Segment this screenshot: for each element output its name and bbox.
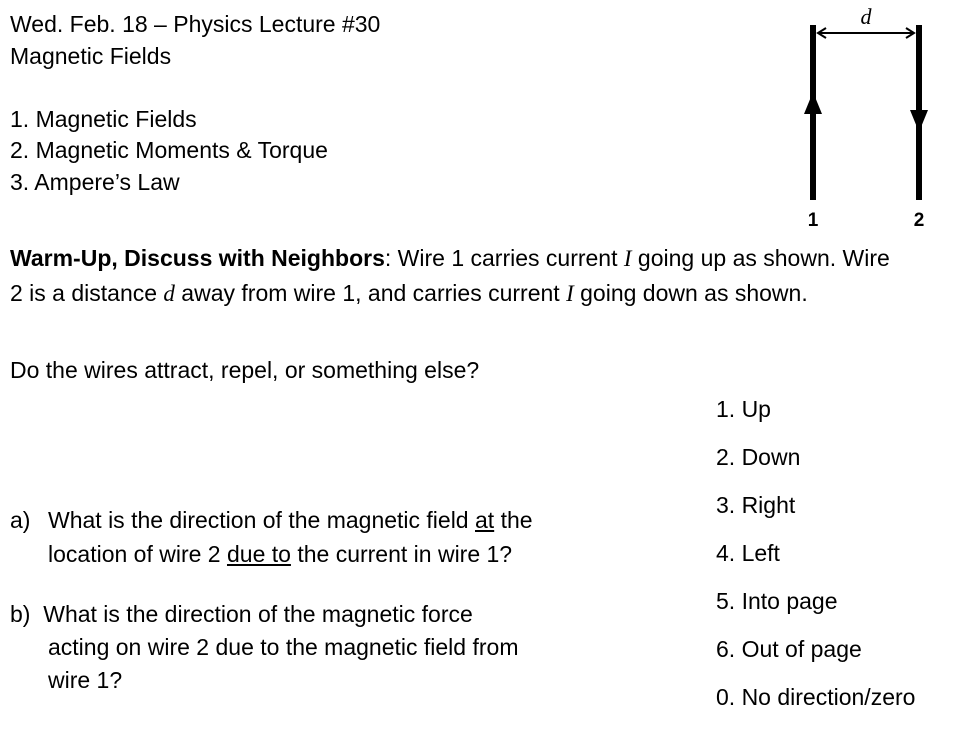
wire-2	[910, 25, 928, 200]
current-symbol: I	[623, 246, 632, 271]
warmup-text-1: : Wire 1 carries current	[384, 245, 624, 271]
question-b-line-2: acting on wire 2 due to the magnetic field from	[48, 634, 519, 660]
arrow-down-icon	[910, 110, 928, 132]
qa-text-1: What is the direction of the magnetic field	[48, 507, 475, 533]
distance-label: d	[860, 4, 872, 29]
question-a-label: a)	[10, 507, 31, 533]
answer-choices	[716, 394, 915, 730]
qa-text-4: the current in wire 1?	[290, 541, 513, 567]
warmup-text-2: going up as shown. Wire 2 is a distance	[10, 245, 890, 306]
answer-choice: 3. Right	[716, 492, 796, 518]
distance-arrow	[818, 28, 914, 38]
answer-choice: 2. Down	[716, 444, 801, 470]
qa-text-3: location of wire 2	[48, 541, 227, 567]
qa-underline-due-to: due to	[226, 541, 291, 567]
question-b-line-3: wire 1?	[48, 667, 123, 693]
answer-choice: 5. Into page	[716, 588, 838, 614]
lecture-title: Wed. Feb. 18 – Physics Lecture #30	[10, 11, 381, 37]
qa-underline-at: at	[475, 507, 495, 533]
arrow-up-icon	[804, 92, 822, 114]
lecture-subtitle: Magnetic Fields	[10, 42, 172, 69]
wire-2-label: 2	[913, 210, 925, 231]
qa-text-2: the	[494, 507, 533, 533]
wire-1	[804, 25, 822, 200]
wires-diagram	[780, 0, 950, 240]
current-symbol: I	[566, 281, 574, 306]
answer-choice: 6. Out of page	[716, 636, 862, 662]
warmup-heading: Warm-Up, Discuss with Neighbors	[10, 245, 385, 271]
outline-item-3: 3. Ampere’s Law	[10, 168, 180, 195]
outline-item-1: 1. Magnetic Fields	[10, 105, 197, 132]
warmup-text-3: away from wire 1, and carries current	[174, 280, 567, 306]
distance-symbol: d	[163, 281, 175, 306]
lecture-header	[10, 9, 380, 198]
question-b	[10, 598, 610, 697]
spacer	[10, 72, 380, 104]
main-question: Do the wires attract, repel, or something else?	[10, 357, 480, 383]
warmup-text-4: going down as shown.	[573, 280, 808, 306]
answer-choice: 0. No direction/zero	[716, 684, 916, 710]
wire-1-label: 1	[807, 210, 819, 231]
question-a	[10, 503, 620, 571]
warmup-paragraph	[10, 241, 890, 311]
question-a-text	[48, 503, 533, 571]
answer-choice: 1. Up	[716, 396, 771, 422]
outline-item-2: 2. Magnetic Moments & Torque	[10, 137, 328, 163]
question-b-line-1: b) What is the direction of the magnetic force	[10, 601, 473, 627]
answer-choice: 4. Left	[716, 540, 780, 566]
